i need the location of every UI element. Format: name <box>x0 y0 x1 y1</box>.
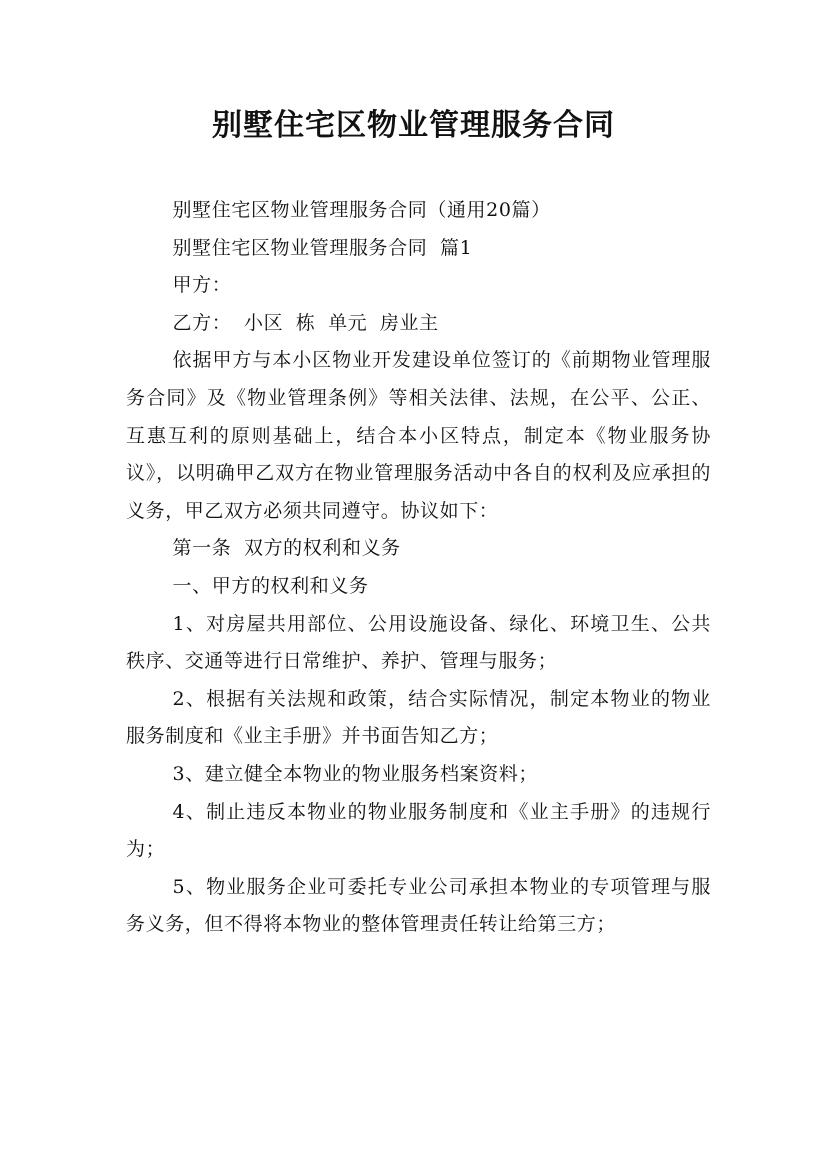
document-body <box>126 192 711 944</box>
paragraph-party-a-rights: 一、甲方的权利和义务 <box>172 574 369 597</box>
paragraph-clause-3: 3、建立健全本物业的物业服务档案资料； <box>172 762 539 785</box>
paragraph-article-1: 第一条 双方的权利和义务 <box>172 537 401 560</box>
paragraph-subtitle: 别墅住宅区物业管理服务合同（通用20篇） <box>172 199 551 221</box>
document-title: 别墅住宅区物业管理服务合同 <box>212 108 615 143</box>
paragraph-party-a: 甲方： <box>172 274 232 297</box>
paragraph-clause-1: 1、对房屋共用部位、公用设施设备、绿化、环境卫生、公共秩序、交通等进行日常维护、养护、管理与服务； <box>126 612 711 673</box>
paragraph-section-heading: 别墅住宅区物业管理服务合同 篇1 <box>172 236 473 259</box>
paragraph-clause-5: 5、物业服务企业可委托专业公司承担本物业的专项管理与服务义务，但不得将本物业的整体管理责任转让给第三方； <box>126 875 711 936</box>
paragraph-clause-4: 4、制止违反本物业的物业服务制度和《业主手册》的违规行为； <box>126 800 711 861</box>
paragraph-preamble: 依据甲方与本小区物业开发建设单位签订的《前期物业管理服务合同》及《物业管理条例》等相关法律、法规，在公平、公正、互惠互利的原则基础上，结合本小区特点，制定本《物业服务协议》，以明确甲乙双方在物业管理服务活动中各自的权利及应承担的义务，甲乙双方必须共同遵守。协议如下： <box>126 349 711 522</box>
paragraph-party-b: 乙方： 小区 栋 单元 房业主 <box>172 311 439 334</box>
paragraph-clause-2: 2、根据有关法规和政策，结合实际情况，制定本物业的物业服务制度和《业主手册》并书面告知乙方； <box>126 687 711 748</box>
